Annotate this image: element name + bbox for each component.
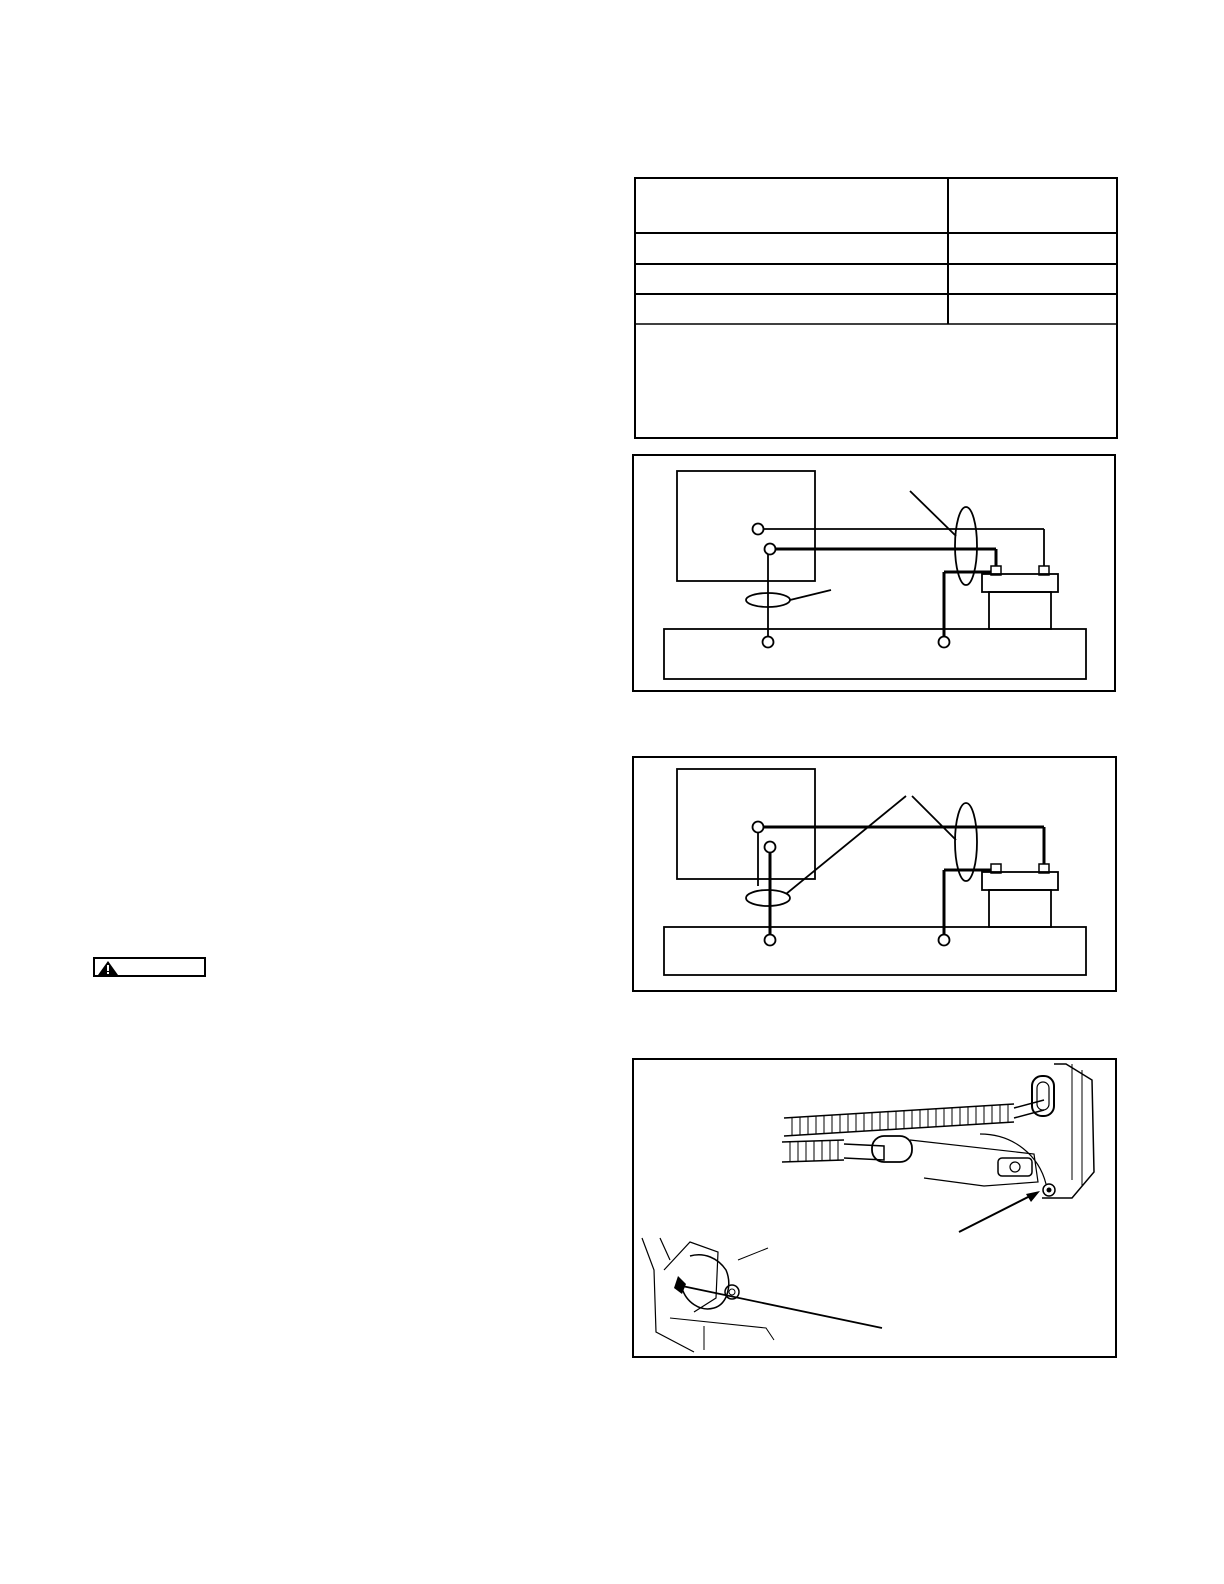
frame-base (664, 629, 1086, 679)
warning-label (93, 957, 206, 977)
frame-terminal-2 (939, 935, 950, 946)
frame-base (664, 927, 1086, 975)
terminal-1 (753, 822, 764, 833)
control-unit-box (677, 769, 815, 879)
terminal-2 (765, 842, 776, 853)
callout-ellipse-ground (746, 890, 790, 906)
frame-terminal-1 (763, 637, 774, 648)
spec-table (634, 177, 1118, 439)
battery-body (989, 592, 1051, 629)
battery-top (982, 574, 1058, 592)
terminal-1 (753, 524, 764, 535)
spec-table-grid (636, 179, 1116, 437)
terminal-2 (765, 544, 776, 555)
frame-terminal-1 (765, 935, 776, 946)
wiring-diagram-1 (632, 454, 1116, 692)
frame-terminal-2 (939, 637, 950, 648)
battery-top (982, 872, 1058, 890)
control-unit-box (677, 471, 815, 581)
wiring-diagram-2 (632, 756, 1117, 992)
ground-connection-illustration (632, 1058, 1117, 1358)
warning-triangle-icon (97, 960, 119, 976)
battery-body (989, 890, 1051, 927)
